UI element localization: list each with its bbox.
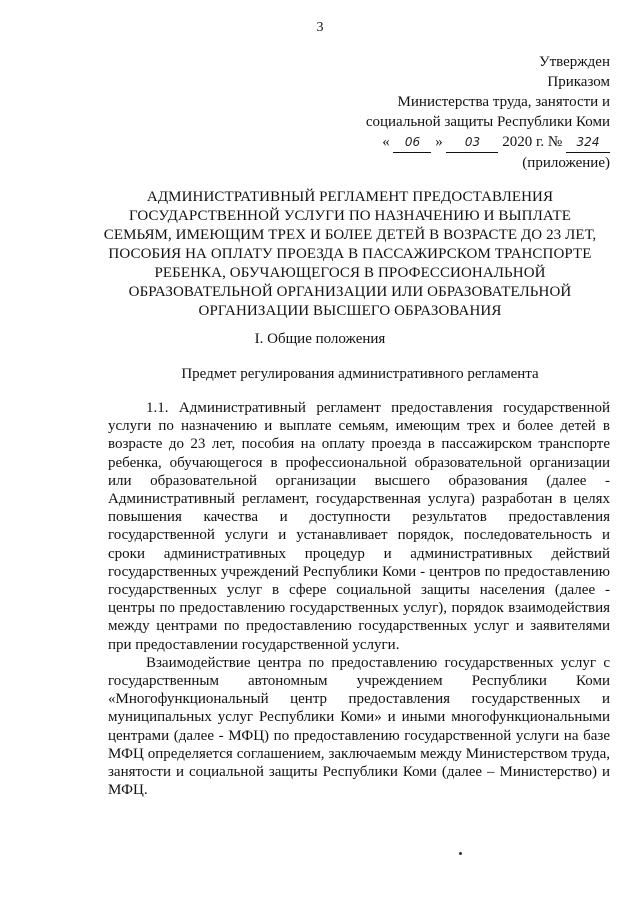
- title-line: СЕМЬЯМ, ИМЕЮЩИМ ТРЕХ И БОЛЕЕ ДЕТЕЙ В ВОЗРАСТЕ ДО 23 ЛЕТ,: [103, 227, 597, 243]
- title-line: ОРГАНИЗАЦИИ ВЫСШЕГО ОБРАЗОВАНИЯ: [198, 303, 502, 319]
- paragraph-1-1: 1.1. Административный регламент предоставления государственной услуги по назначению и выплате семьям, имеющим трех и более детей в возрасте до 23 лет, пособия на оплату проезда в пассажирском транспорте ребенка, обучающегося в профессиональной образовательной организации или образовательной организации высшего образования (далее - Административный регламент, государственная услуга) разработан в целях повышения качества и доступности результатов предоставления государственной услуги и устанавливает порядок, последовательность и сроки административных процедур и административных действий государственных учреждений Республики Коми - центров по предоставлению государственных услуг в сфере социальной защиты населения (далее - центры по предоставлению государственных услуг), порядок взаимодействия между центрами по предоставлению государственных услуг и заявителями при предоставлении государственной услуги.: [108, 400, 610, 653]
- section-heading: I. Общие положения: [254, 331, 386, 347]
- handwritten-order-number: 324: [566, 132, 610, 153]
- title-line: ОБРАЗОВАТЕЛЬНОЙ ОРГАНИЗАЦИИ ИЛИ ОБРАЗОВАТЕЛЬНОЙ: [128, 284, 572, 300]
- approval-block: [290, 52, 610, 173]
- paragraph-interaction: Взаимодействие центра по предоставлению государственных услуг с государственным автономным учреждением Республики Коми «Многофункциональный центр предоставления государственных и муниципальных услуг Республики Коми» и иными многофункциональными центрами (далее - МФЦ) по предоставлению государственной услуги на базе МФЦ определяется соглашением, заключаемым между Министерством труда, занятости и социальной защиты Республики Коми (далее – Министерство) и МФЦ.: [108, 654, 610, 799]
- subsection-heading: Предмет регулирования административного регламента: [181, 366, 539, 382]
- title-line: АДМИНИСТРАТИВНЫЙ РЕГЛАМЕНТ ПРЕДОСТАВЛЕНИЯ: [146, 189, 554, 205]
- title-line: РЕБЕНКА, ОБУЧАЮЩЕГОСЯ В ПРОФЕССИОНАЛЬНОЙ: [154, 265, 546, 281]
- approval-line-ministry: Министерства труда, занятости и: [397, 94, 610, 110]
- document-title: [100, 188, 600, 321]
- approval-line-ministry-cont: социальной защиты Республики Коми: [365, 114, 610, 130]
- date-open-quote: «: [382, 134, 390, 150]
- approval-line-approved: Утвержден: [538, 54, 610, 70]
- scan-speck: [459, 852, 462, 855]
- title-line: ГОСУДАРСТВЕННОЙ УСЛУГИ ПО НАЗНАЧЕНИЮ И ВЫПЛАТЕ: [129, 208, 571, 224]
- approval-date-line: [290, 132, 610, 153]
- approval-line-order: Приказом: [547, 74, 610, 90]
- body-text: [108, 399, 610, 799]
- handwritten-day: 06: [393, 132, 431, 153]
- handwritten-month: 03: [446, 132, 498, 153]
- date-year-number-label: 2020 г. №: [502, 134, 563, 150]
- date-close-quote: »: [435, 134, 443, 150]
- title-line: ПОСОБИЯ НА ОПЛАТУ ПРОЕЗДА В ПАССАЖИРСКОМ ТРАНСПОРТЕ: [108, 246, 592, 262]
- page-number: 3: [316, 20, 324, 35]
- approval-line-appendix: (приложение): [522, 155, 610, 171]
